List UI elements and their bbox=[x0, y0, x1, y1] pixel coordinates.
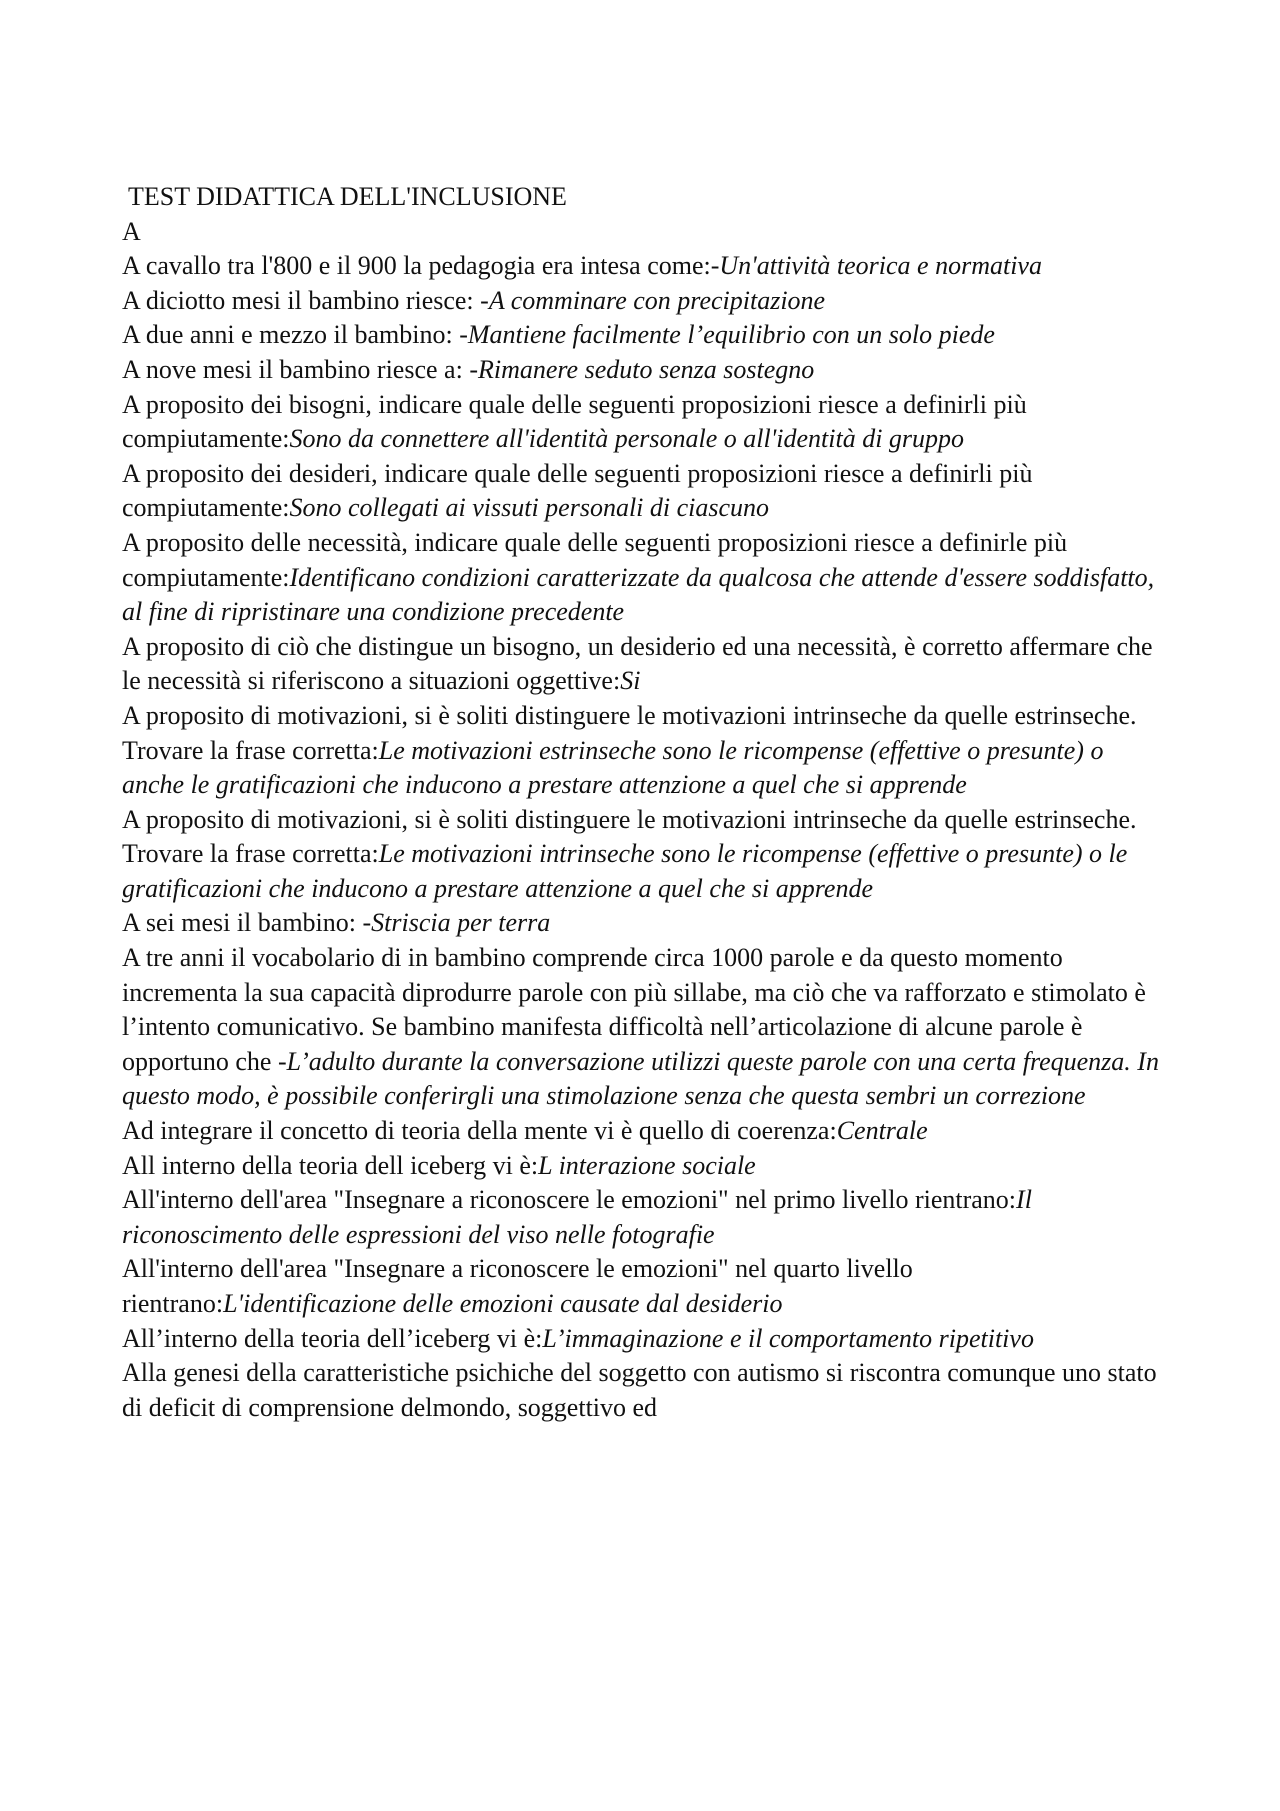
qa-entry bbox=[122, 353, 1172, 388]
question-text: A proposito di ciò che distingue un bisogno, un desiderio ed una necessità, è corretto affermare che le necessità si riferiscono a situazioni oggettive: bbox=[122, 631, 1153, 696]
question-text: Alla genesi della caratteristiche psichiche del soggetto con autismo si riscontra comunque uno stato di deficit di comprensione delmondo, soggettivo ed bbox=[122, 1358, 1157, 1422]
question-text: All'interno dell'area "Insegnare a riconoscere le emozioni" nel quarto livello rientrano: bbox=[122, 1254, 913, 1318]
qa-entry bbox=[122, 630, 1172, 699]
qa-entry bbox=[122, 249, 1172, 284]
question-text: A sei mesi il bambino: bbox=[122, 908, 363, 938]
qa-entry bbox=[122, 1356, 1172, 1425]
answer-text: -Un'attività teorica e normativa bbox=[710, 251, 1042, 281]
document-body bbox=[122, 180, 1172, 1425]
answer-text: Si bbox=[620, 666, 641, 696]
question-text: A cavallo tra l'800 e il 900 la pedagogia era intesa come: bbox=[122, 251, 711, 281]
answer-text: -Mantiene facilmente l’equilibrio con un solo piede bbox=[459, 320, 995, 350]
question-text: A tre anni il vocabolario di in bambino comprende circa 1000 parole e da questo momento incrementa la sua capacità diprodurre parole con più sillabe, ma ciò che va rafforzato e stimolato è l’intento comunicativo. Se bambino manifesta difficoltà nell’articolazione di alcune parole è opportuno che bbox=[122, 943, 1146, 1076]
qa-entry bbox=[122, 318, 1172, 353]
answer-text: L'identificazione delle emozioni causate dal desiderio bbox=[223, 1289, 783, 1318]
qa-entry bbox=[122, 457, 1172, 526]
qa-entry bbox=[122, 1322, 1172, 1357]
question-text: Ad integrare il concetto di teoria della mente vi è quello di coerenza: bbox=[122, 1116, 837, 1146]
qa-entry bbox=[122, 526, 1172, 630]
question-text: A proposito di motivazioni, si è soliti distinguere le motivazioni intrinseche da quelle estrinseche. Trovare la frase corretta: bbox=[122, 804, 1137, 869]
qa-entry bbox=[122, 803, 1172, 907]
qa-entry bbox=[122, 906, 1172, 941]
answer-text: Sono da connettere all'identità personale o all'identità di gruppo bbox=[289, 424, 965, 454]
question-text: A due anni e mezzo il bambino: bbox=[122, 320, 460, 350]
qa-entry bbox=[122, 1114, 1172, 1149]
answer-text: L interazione sociale bbox=[538, 1150, 756, 1180]
question-text: All’interno della teoria dell’iceberg vi è: bbox=[122, 1323, 543, 1353]
answer-text: Le motivazioni estrinseche sono le ricompense (effettive o presunte) o anche le gratificazioni che inducono a prestare attenzione a quel che si apprende bbox=[122, 735, 1104, 800]
question-text: A proposito dei bisogni, indicare quale delle seguenti proposizioni riesce a definirli più compiutamente: bbox=[122, 389, 1027, 454]
answer-text: -A comminare con precipitazione bbox=[480, 285, 826, 315]
answer-text: -L’adulto durante la conversazione utilizzi queste parole con una certa frequenza. In questo modo, è possibile conferirgli una stimolazione senza che questa sembri un correzione bbox=[122, 1046, 1159, 1111]
document-title: TEST DIDATTICA DELL'INCLUSIONE bbox=[128, 182, 567, 211]
question-text: All'interno dell'area "Insegnare a riconoscere le emozioni" nel primo livello rientrano: bbox=[122, 1185, 1017, 1215]
answer-text: Centrale bbox=[836, 1116, 928, 1146]
answer-text: Il riconoscimento delle espressioni del viso nelle fotografie bbox=[122, 1185, 1032, 1249]
answer-text: Sono collegati ai vissuti personali di ciascuno bbox=[289, 493, 770, 523]
question-text: A proposito di motivazioni, si è soliti distinguere le motivazioni intrinseche da quelle estrinseche. Trovare la frase corretta: bbox=[122, 700, 1137, 765]
qa-entry bbox=[122, 284, 1172, 319]
qa-entry bbox=[122, 388, 1172, 457]
qa-entry bbox=[122, 1183, 1172, 1252]
answer-text: -Striscia per terra bbox=[362, 908, 551, 938]
qa-entry bbox=[122, 699, 1172, 803]
qa-entry bbox=[122, 1149, 1172, 1184]
qa-entry bbox=[122, 1252, 1172, 1321]
question-text: A nove mesi il bambino riesce a: bbox=[122, 354, 470, 384]
answer-text: -Rimanere seduto senza sostegno bbox=[469, 354, 815, 384]
question-text: A proposito delle necessità, indicare quale delle seguenti proposizioni riesce a definirle più compiutamente: bbox=[122, 527, 1068, 592]
question-text: All interno della teoria dell iceberg vi è: bbox=[122, 1150, 539, 1180]
answer-text: Le motivazioni intrinseche sono le ricompense (effettive o presunte) o le gratificazioni che inducono a prestare attenzione a quel che si apprende bbox=[122, 839, 1128, 903]
section-letter: A bbox=[122, 216, 141, 246]
answer-text: Identificano condizioni caratterizzate da qualcosa che attende d'essere soddisfatto, al fine di ripristinare una condizione precedente bbox=[122, 562, 1155, 627]
question-text: A diciotto mesi il bambino riesce: bbox=[122, 285, 481, 315]
qa-entry bbox=[122, 941, 1172, 1114]
answer-text: L’immaginazione e il comportamento ripetitivo bbox=[542, 1323, 1034, 1353]
question-text: A proposito dei desideri, indicare quale delle seguenti proposizioni riesce a definirli più compiutamente: bbox=[122, 458, 1033, 523]
